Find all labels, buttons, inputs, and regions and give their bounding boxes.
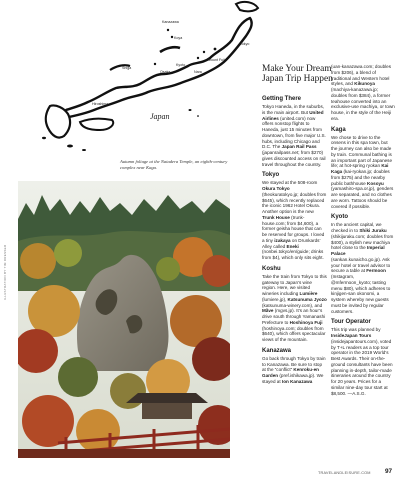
page-number: 97 (385, 468, 393, 475)
bold-name: izakaya (274, 237, 291, 243)
illustration-credit: ILLUSTRATION BY TIM DRESSER (3, 244, 7, 300)
map-label-mount-fuji: Mount Fuji (208, 58, 225, 62)
section-title-kanazawa: Kanazawa (262, 347, 292, 354)
map-label-hiroshima: Hiroshima (92, 102, 109, 106)
bold-name: InsideJapan Tours (331, 333, 372, 338)
bold-name: Hoshinoya Fuji (289, 319, 323, 325)
section-title-kaga: Kaga (331, 126, 346, 133)
map-drawing (40, 0, 260, 156)
text-column-2 (331, 64, 395, 401)
bold-name: Kikunoya (354, 81, 375, 87)
map-label-shiga: Shiga (122, 66, 132, 70)
photo-caption: Autumn foliage at the Natadera Temple, an eighth-century complex near Kaga. (120, 159, 228, 170)
section-body-kyoto: In the ancient capital, we checked in to Shiki Juraku (shikijuraku.com; doubles from $400), a stylish new machiya hotel close to the Imperial Palace (sankan.kunaicho.go.jp). Ask your hotel or travel advisor to secure a table at Fermoon (Instagram, @mfermoon_kyoto; tasting menu $80), which adheres to kinjigen-san okonomi, a system whereby new guests must be invited by regular customers. (331, 222, 394, 314)
article-headline: Make Your Dream Japan Trip Happen (262, 64, 333, 84)
koshu-marker (203, 51, 205, 53)
bold-name: Katsunuma Jyozo (287, 296, 327, 302)
kaga-marker (171, 36, 173, 38)
map-label-osaka: Osaka (160, 70, 171, 74)
fuji-marker (197, 57, 199, 59)
section-body-getting-there: Tokyo Haneda, in the suburbs, is the main airport. But United Airlines (united.com) now offers nonstop flights to Haneda, just 15 minutes from downtown, from five major U.S. hubs, including Chicago and D.C. The Japan Rail Pass (japanrailpass.net; from $270) gives discounted access on rail travel throughout the country. (262, 104, 326, 167)
temple-photo (18, 181, 230, 458)
bold-name: Mãve (262, 308, 274, 314)
map-label-koya: Koya (174, 36, 183, 40)
map-label-nara: Nara (194, 70, 202, 74)
japan-map (40, 0, 260, 156)
section-title-kyoto: Kyoto (331, 214, 348, 221)
tokyo-marker (214, 48, 217, 51)
autumn-temple-image (18, 181, 230, 458)
bold-name: Eneki (286, 243, 299, 249)
kyoto-marker (154, 63, 156, 65)
bold-name: Lumière (299, 291, 318, 296)
text-column-1 (262, 96, 327, 390)
kanazawa-marker (167, 29, 169, 31)
section-title-tour-operator: Tour Operator (331, 319, 371, 326)
bold-name: Ion Kanazawa (281, 378, 313, 384)
map-label-kyoto: Kyoto (176, 63, 186, 67)
section-body-kanazawa-cont: (uan-kanazawa.com; doubles from $206), a blend of traditional and Western hotel styles, and Kikunoya (machiya-kanazawa.jp; doubles from $384), a former teahouse converted into an exclusive-use machiya, or town house, in the style of the Heiji era. (331, 64, 395, 121)
map-label-japan: Japan (150, 112, 170, 121)
section-body-kanazawa: Go back through Tokyo by train to Kanazawa. Be sure to stop at the “conflict” Kenroku-en Garden (pref.ishikawa.jp). We stayed at Ion Kanazawa (262, 355, 326, 384)
section-body-kaga: We chose to drive to the onsens in this spa town, but the journey can also be made by train. Communal bathing is an important part of Japanese life; at hot-spring ryokan Kai Kaga (kai-ryokan.jp; doubles from $275) and the nearby public bathhouse Kosoyu (yamashiro-spa.or.jp), genders are separated, and no clothes are worn. Tattoos should be covered if possible. (331, 134, 394, 209)
map-label-kanazawa: Kanazawa (162, 20, 179, 24)
bold-name: Japan Rail Pass (281, 144, 317, 150)
site-url: TRAVELANDLEISURE.COM (318, 471, 371, 475)
bold-name: Fermoon (366, 268, 386, 274)
section-title-getting-there: Getting There (262, 96, 302, 102)
bold-name: Kosoyu (367, 180, 384, 186)
bold-name: Trunk House (262, 214, 290, 220)
map-label-tokyo: Tokyo (240, 42, 250, 46)
section-title-koshu: Koshu (262, 265, 281, 272)
section-body-tour-operator: This trip was planned by InsideJapan Tours (insidejapantours.com), voted by T+L readers as a top tour operator in the 2019 World’s Best Awards. Their on-the-ground consultants have been planning in-depth, tailor-made itineraries around the country for 20 years. Prices for a similar nine-day tour start at $8,500. —A.S.G. (331, 327, 393, 396)
bold-name: Kenroku-en Garden (262, 367, 319, 378)
bold-name: United Airlines (262, 109, 324, 121)
section-title-tokyo: Tokyo (262, 172, 280, 179)
section-body-koshu: Take the train from Tokyo to this gateway to Japan’s wine region. Here, we visited wineries including Lumière (lumiere.jp), Katsunuma Jyozo (katsunuma-winery.com), and Mãve (mgvs.jp). It’s an hour’s drive south through Yamanashi Prefecture to Hoshinoya Fuji (hoshinoya.com; doubles from $640), which offers spectacular views of the mountain. (262, 273, 327, 342)
bold-name: Kai Kaga (331, 163, 389, 174)
section-body-tokyo: We stayed at the 508-room Okura Tokyo (theokuratokyo.jp; doubles from $645), which recently replaced the iconic 1962 Hotel Okura. Another option is the new Trunk House (trunk-house.com; from $4,600), a former geisha house that can be reserved for groups. I loved a tiny izakaya on Drunkards’ Alley called Eneki (nonbei.tokyo/en/guide; drinks from $4), which only sits eight. (262, 180, 327, 260)
bold-name: Shiki Juraku (359, 228, 387, 233)
bold-name: Imperial Palace (331, 245, 385, 256)
bold-name: Okura Tokyo (262, 186, 290, 191)
